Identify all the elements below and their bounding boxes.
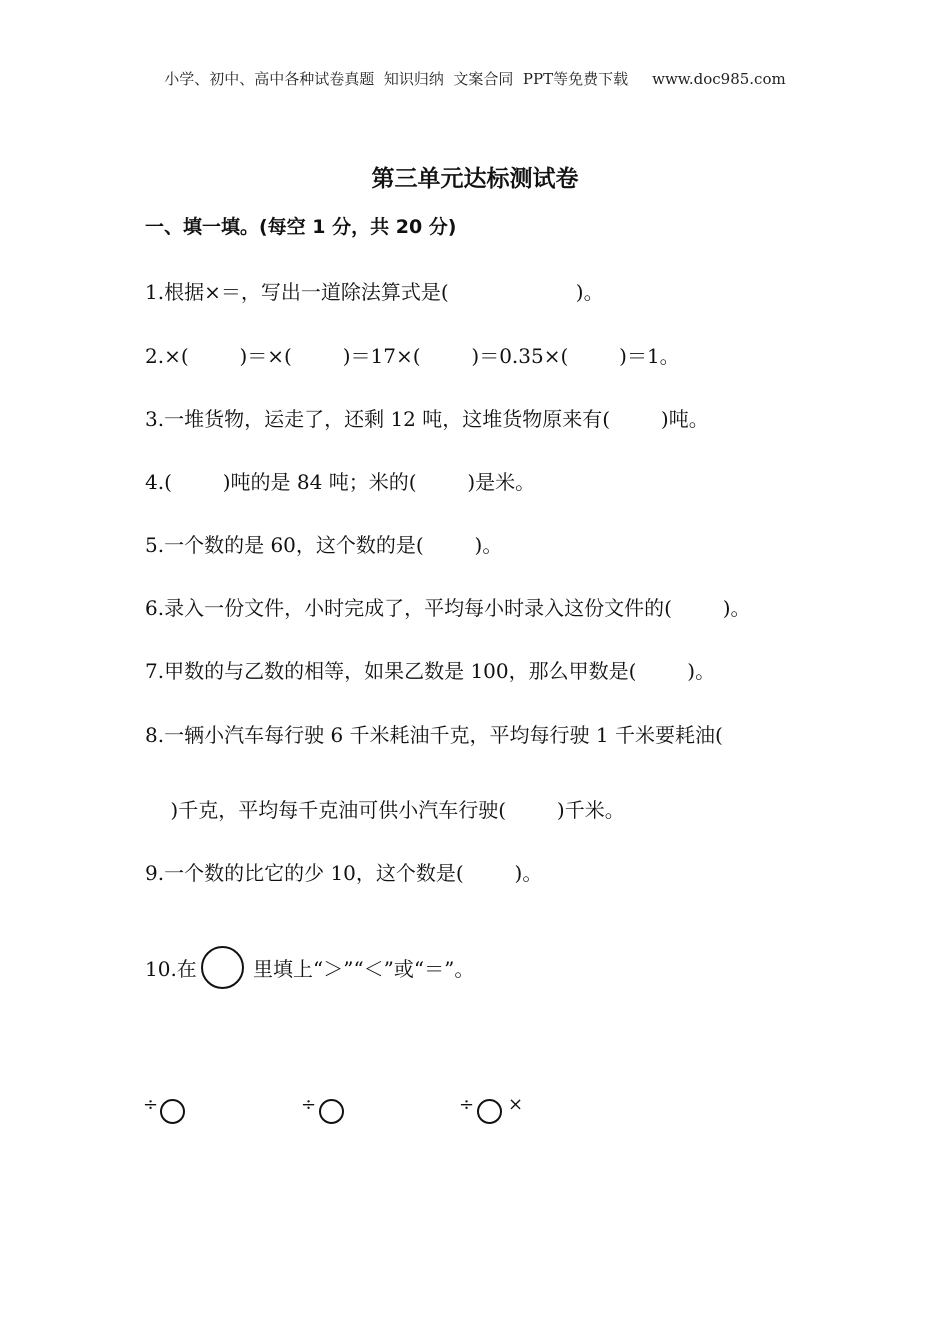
question-1: 1.根据×＝，写出一道除法算式是( )。: [145, 280, 604, 304]
divide-sign: ÷: [301, 1094, 317, 1115]
answer-circle-icon[interactable]: [319, 1099, 344, 1124]
question-7: 7.甲数的与乙数的相等，如果乙数是 100，那么甲数是( )。: [145, 659, 716, 683]
answer-circle-icon[interactable]: [160, 1099, 185, 1124]
question-4: 4.( )吨的是 84 吨；米的( )是米。: [145, 470, 536, 494]
question-10-prefix: 10.在: [145, 957, 197, 981]
header-text: 小学、初中、高中各种试卷真题 知识归纳 文案合同 PPT等免费下载: [164, 70, 629, 88]
question-8: 8.一辆小汽车每行驶 6 千米耗油千克，平均每行驶 1 千米要耗油(: [145, 723, 723, 747]
compare-circle-icon: [201, 946, 244, 989]
section-heading: 一、填一填。(每空 1 分，共 20 分): [145, 216, 457, 238]
question-5: 5.一个数的是 60，这个数的是( )。: [145, 533, 503, 557]
question-9: 9.一个数的比它的少 10，这个数是( )。: [145, 861, 543, 885]
divide-sign: ÷: [143, 1094, 159, 1115]
question-10-suffix: 里填上“＞”“＜”或“＝”。: [253, 957, 475, 981]
divide-sign: ÷: [459, 1094, 475, 1115]
page-title: 第三单元达标测试卷: [371, 166, 579, 192]
question-8-continued: )千克，平均每千克油可供小汽车行驶( )千米。: [145, 798, 625, 822]
question-2: 2.×( )＝×( )＝17×( )＝0.35×( )＝1。: [145, 344, 680, 368]
multiply-sign: ×: [508, 1094, 524, 1115]
question-3: 3.一堆货物，运走了，还剩 12 吨，这堆货物原来有( )吨。: [145, 407, 709, 431]
question-6: 6.录入一份文件，小时完成了，平均每小时录入这份文件的( )。: [145, 596, 751, 620]
answer-circle-icon[interactable]: [477, 1099, 502, 1124]
header-url[interactable]: www.doc985.com: [652, 70, 786, 88]
page-header: [0, 68, 950, 89]
